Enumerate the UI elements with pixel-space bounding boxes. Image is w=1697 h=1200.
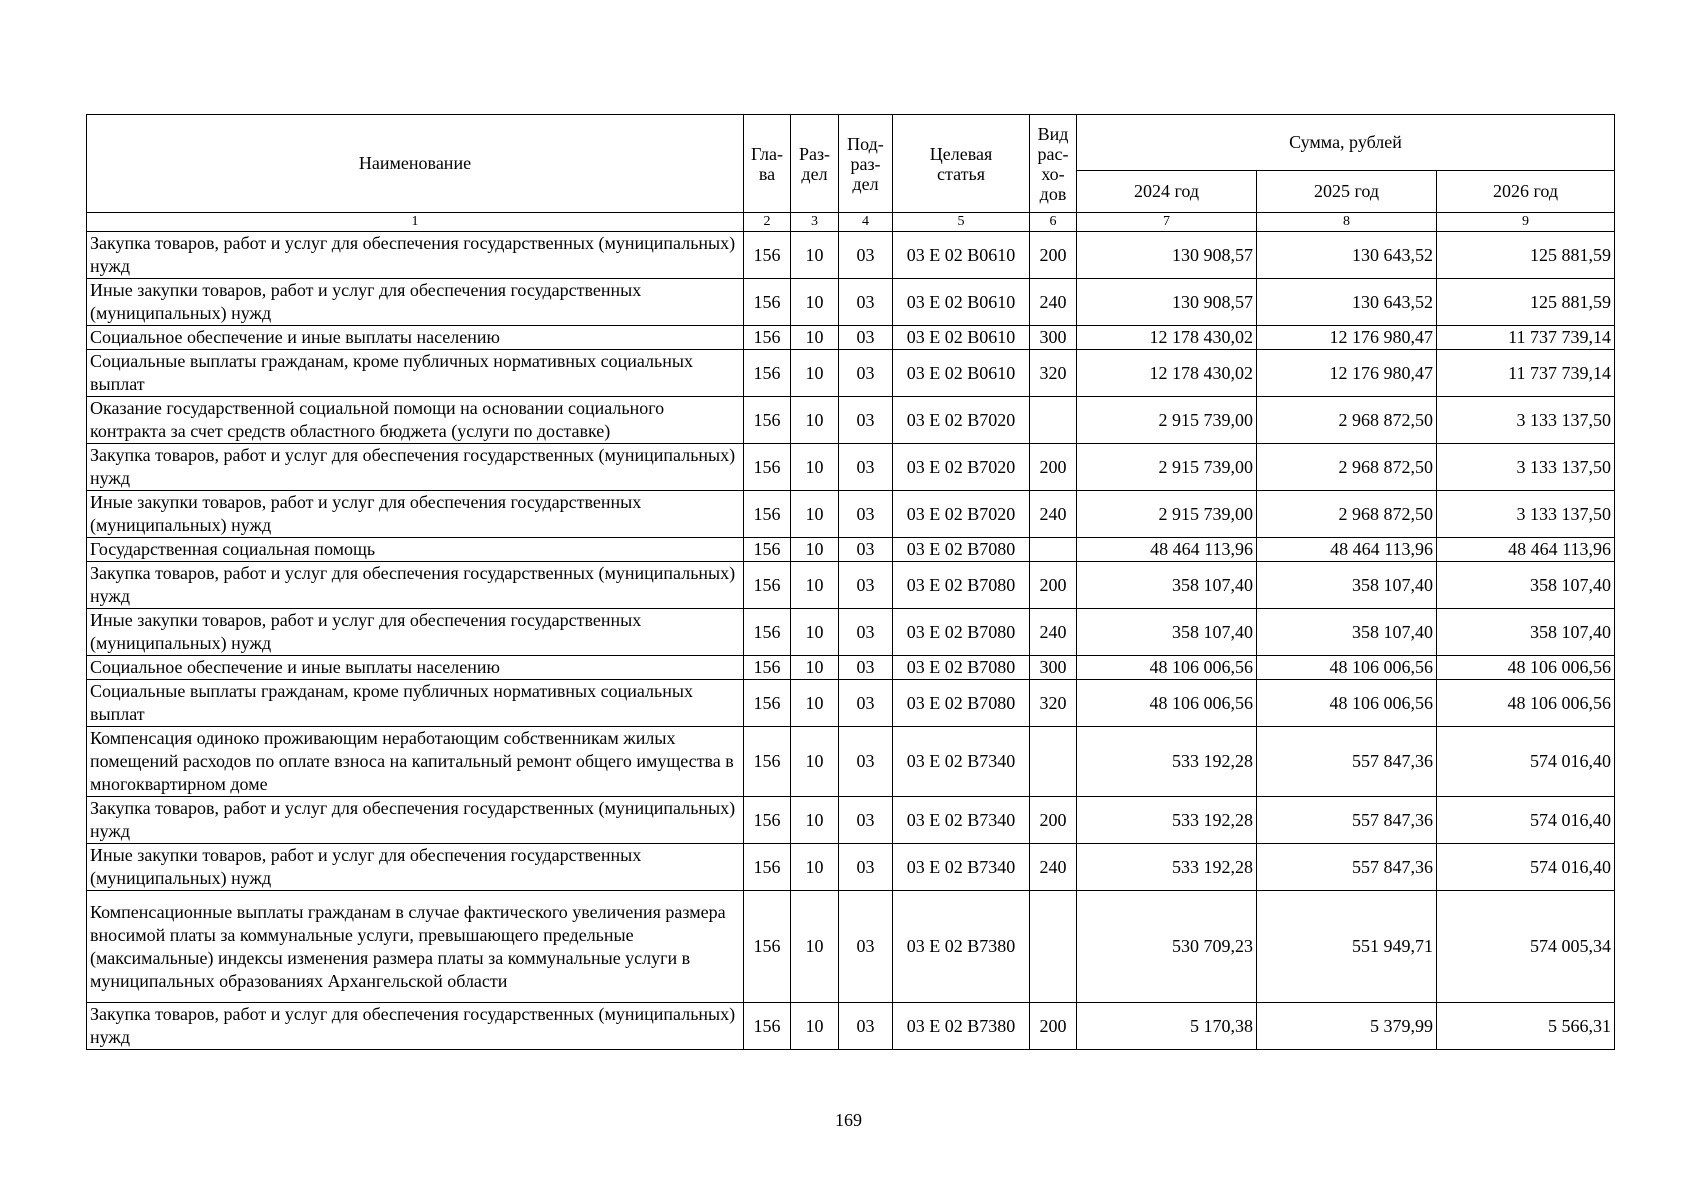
row-name: Закупка товаров, работ и услуг для обеспечения государственных (муниципальных) нужд (87, 1003, 744, 1050)
row-name: Закупка товаров, работ и услуг для обеспечения государственных (муниципальных) нужд (87, 232, 744, 279)
row-podrazdel: 03 (839, 444, 893, 491)
row-podrazdel: 03 (839, 891, 893, 1003)
row-sum-2025: 130 643,52 (1257, 279, 1437, 326)
table-row (87, 797, 1615, 844)
table-row (87, 844, 1615, 891)
table-row (87, 491, 1615, 538)
row-vid: 200 (1030, 444, 1077, 491)
table-row (87, 397, 1615, 444)
table-row (87, 891, 1615, 1003)
row-vid: 320 (1030, 680, 1077, 727)
column-number: 5 (893, 213, 1030, 232)
header-year-2026: 2026 год (1437, 171, 1615, 213)
table-row (87, 350, 1615, 397)
header-name: Наименование (87, 115, 744, 213)
row-glava: 156 (744, 844, 791, 891)
row-sum-2026: 358 107,40 (1437, 562, 1615, 609)
row-vid: 240 (1030, 609, 1077, 656)
row-statya: 03 Е 02 В7340 (893, 727, 1030, 797)
row-statya: 03 Е 02 В0610 (893, 326, 1030, 350)
budget-table (86, 114, 1615, 1050)
row-sum-2026: 5 566,31 (1437, 1003, 1615, 1050)
row-glava: 156 (744, 609, 791, 656)
row-sum-2026: 358 107,40 (1437, 609, 1615, 656)
table-body (87, 232, 1615, 1050)
page-number: 169 (835, 1110, 862, 1130)
table-row (87, 326, 1615, 350)
row-razdel: 10 (791, 844, 839, 891)
row-sum-2025: 48 464 113,96 (1257, 538, 1437, 562)
row-name: Закупка товаров, работ и услуг для обеспечения государственных (муниципальных) нужд (87, 797, 744, 844)
row-vid: 240 (1030, 491, 1077, 538)
row-sum-2024: 2 915 739,00 (1077, 444, 1257, 491)
row-statya: 03 Е 02 В7080 (893, 656, 1030, 680)
table-row (87, 656, 1615, 680)
row-vid (1030, 538, 1077, 562)
header-vid: Вид рас- хо- дов (1030, 115, 1077, 213)
row-sum-2025: 358 107,40 (1257, 562, 1437, 609)
row-sum-2026: 11 737 739,14 (1437, 326, 1615, 350)
row-razdel: 10 (791, 397, 839, 444)
row-sum-2024: 5 170,38 (1077, 1003, 1257, 1050)
row-sum-2026: 11 737 739,14 (1437, 350, 1615, 397)
header-year-2024: 2024 год (1077, 171, 1257, 213)
row-podrazdel: 03 (839, 279, 893, 326)
row-podrazdel: 03 (839, 350, 893, 397)
row-sum-2025: 557 847,36 (1257, 727, 1437, 797)
row-statya: 03 Е 02 В0610 (893, 232, 1030, 279)
header-razdel: Раз- дел (791, 115, 839, 213)
row-sum-2024: 533 192,28 (1077, 727, 1257, 797)
table-row (87, 232, 1615, 279)
row-sum-2026: 574 016,40 (1437, 727, 1615, 797)
row-podrazdel: 03 (839, 797, 893, 844)
row-vid: 200 (1030, 1003, 1077, 1050)
table-row (87, 680, 1615, 727)
row-sum-2024: 533 192,28 (1077, 797, 1257, 844)
row-sum-2025: 48 106 006,56 (1257, 680, 1437, 727)
row-statya: 03 Е 02 В7080 (893, 680, 1030, 727)
row-sum-2024: 533 192,28 (1077, 844, 1257, 891)
row-sum-2026: 125 881,59 (1437, 232, 1615, 279)
row-glava: 156 (744, 538, 791, 562)
row-vid (1030, 891, 1077, 1003)
row-statya: 03 Е 02 В0610 (893, 279, 1030, 326)
row-vid: 240 (1030, 844, 1077, 891)
row-sum-2024: 2 915 739,00 (1077, 491, 1257, 538)
row-sum-2026: 125 881,59 (1437, 279, 1615, 326)
column-number: 7 (1077, 213, 1257, 232)
row-name: Компенсационные выплаты гражданам в случае фактического увеличения размера вносимой платы за коммунальные услуги, превышающего предельные (максимальные) индексы изменения размера платы за коммунальные услуги в муниципальных образованиях Архангельской области (87, 891, 744, 1003)
row-statya: 03 Е 02 В7020 (893, 397, 1030, 444)
row-razdel: 10 (791, 491, 839, 538)
row-name: Закупка товаров, работ и услуг для обеспечения государственных (муниципальных) нужд (87, 562, 744, 609)
row-statya: 03 Е 02 В7020 (893, 444, 1030, 491)
row-vid (1030, 397, 1077, 444)
table-header (87, 115, 1615, 232)
table-row (87, 609, 1615, 656)
row-razdel: 10 (791, 609, 839, 656)
row-glava: 156 (744, 397, 791, 444)
row-razdel: 10 (791, 562, 839, 609)
header-summa: Сумма, рублей (1077, 115, 1615, 171)
row-razdel: 10 (791, 232, 839, 279)
row-glava: 156 (744, 680, 791, 727)
row-razdel: 10 (791, 727, 839, 797)
row-name: Социальное обеспечение и иные выплаты населению (87, 656, 744, 680)
row-podrazdel: 03 (839, 1003, 893, 1050)
row-sum-2024: 48 464 113,96 (1077, 538, 1257, 562)
row-sum-2024: 12 178 430,02 (1077, 350, 1257, 397)
row-razdel: 10 (791, 1003, 839, 1050)
row-glava: 156 (744, 1003, 791, 1050)
row-statya: 03 Е 02 В7340 (893, 797, 1030, 844)
column-number: 6 (1030, 213, 1077, 232)
row-vid: 240 (1030, 279, 1077, 326)
row-glava: 156 (744, 891, 791, 1003)
row-vid (1030, 727, 1077, 797)
column-number: 9 (1437, 213, 1615, 232)
row-glava: 156 (744, 727, 791, 797)
header-podrazdel: Под- раз- дел (839, 115, 893, 213)
row-sum-2025: 12 176 980,47 (1257, 326, 1437, 350)
row-name: Социальные выплаты гражданам, кроме публичных нормативных социальных выплат (87, 680, 744, 727)
row-statya: 03 Е 02 В7340 (893, 844, 1030, 891)
row-podrazdel: 03 (839, 326, 893, 350)
row-sum-2026: 574 016,40 (1437, 844, 1615, 891)
table-row (87, 562, 1615, 609)
row-name: Иные закупки товаров, работ и услуг для обеспечения государственных (муниципальных) нужд (87, 844, 744, 891)
row-sum-2024: 48 106 006,56 (1077, 680, 1257, 727)
header-glava: Гла- ва (744, 115, 791, 213)
row-statya: 03 Е 02 В0610 (893, 350, 1030, 397)
table-row (87, 279, 1615, 326)
row-statya: 03 Е 02 В7080 (893, 609, 1030, 656)
row-vid: 300 (1030, 326, 1077, 350)
row-glava: 156 (744, 491, 791, 538)
row-sum-2025: 2 968 872,50 (1257, 397, 1437, 444)
row-sum-2025: 5 379,99 (1257, 1003, 1437, 1050)
row-glava: 156 (744, 326, 791, 350)
row-glava: 156 (744, 232, 791, 279)
row-statya: 03 Е 02 В7080 (893, 562, 1030, 609)
row-sum-2025: 2 968 872,50 (1257, 491, 1437, 538)
row-name: Социальные выплаты гражданам, кроме публичных нормативных социальных выплат (87, 350, 744, 397)
row-sum-2024: 48 106 006,56 (1077, 656, 1257, 680)
row-glava: 156 (744, 279, 791, 326)
row-sum-2025: 130 643,52 (1257, 232, 1437, 279)
header-statya: Целевая статья (893, 115, 1030, 213)
row-razdel: 10 (791, 444, 839, 491)
row-podrazdel: 03 (839, 562, 893, 609)
row-sum-2024: 358 107,40 (1077, 562, 1257, 609)
row-name: Иные закупки товаров, работ и услуг для обеспечения государственных (муниципальных) нужд (87, 279, 744, 326)
row-glava: 156 (744, 656, 791, 680)
row-vid: 200 (1030, 232, 1077, 279)
row-vid: 300 (1030, 656, 1077, 680)
row-sum-2026: 48 464 113,96 (1437, 538, 1615, 562)
row-sum-2025: 358 107,40 (1257, 609, 1437, 656)
column-number: 2 (744, 213, 791, 232)
row-name: Оказание государственной социальной помощи на основании социального контракта за счет средств областного бюджета (услуги по доставке) (87, 397, 744, 444)
row-podrazdel: 03 (839, 538, 893, 562)
row-sum-2025: 2 968 872,50 (1257, 444, 1437, 491)
row-name: Закупка товаров, работ и услуг для обеспечения государственных (муниципальных) нужд (87, 444, 744, 491)
row-sum-2025: 557 847,36 (1257, 797, 1437, 844)
row-sum-2024: 130 908,57 (1077, 279, 1257, 326)
row-sum-2026: 574 016,40 (1437, 797, 1615, 844)
row-podrazdel: 03 (839, 609, 893, 656)
column-number: 1 (87, 213, 744, 232)
column-numbers-row (87, 213, 1615, 232)
row-name: Иные закупки товаров, работ и услуг для обеспечения государственных (муниципальных) нужд (87, 491, 744, 538)
row-name: Компенсация одиноко проживающим неработающим собственникам жилых помещений расходов по оплате взноса на капитальный ремонт общего имущества в многоквартирном доме (87, 727, 744, 797)
column-number: 4 (839, 213, 893, 232)
table-row (87, 538, 1615, 562)
row-razdel: 10 (791, 680, 839, 727)
row-sum-2026: 3 133 137,50 (1437, 491, 1615, 538)
row-vid: 320 (1030, 350, 1077, 397)
row-sum-2025: 48 106 006,56 (1257, 656, 1437, 680)
table-row (87, 727, 1615, 797)
row-statya: 03 Е 02 В7380 (893, 891, 1030, 1003)
row-sum-2024: 2 915 739,00 (1077, 397, 1257, 444)
table-row (87, 444, 1615, 491)
row-podrazdel: 03 (839, 844, 893, 891)
row-sum-2026: 3 133 137,50 (1437, 444, 1615, 491)
row-statya: 03 Е 02 В7020 (893, 491, 1030, 538)
row-podrazdel: 03 (839, 491, 893, 538)
row-sum-2024: 530 709,23 (1077, 891, 1257, 1003)
row-statya: 03 Е 02 В7080 (893, 538, 1030, 562)
column-number: 3 (791, 213, 839, 232)
row-sum-2026: 3 133 137,50 (1437, 397, 1615, 444)
row-glava: 156 (744, 350, 791, 397)
row-sum-2025: 12 176 980,47 (1257, 350, 1437, 397)
row-glava: 156 (744, 444, 791, 491)
row-sum-2024: 358 107,40 (1077, 609, 1257, 656)
row-razdel: 10 (791, 326, 839, 350)
row-podrazdel: 03 (839, 727, 893, 797)
row-podrazdel: 03 (839, 656, 893, 680)
row-sum-2024: 12 178 430,02 (1077, 326, 1257, 350)
row-statya: 03 Е 02 В7380 (893, 1003, 1030, 1050)
header-year-2025: 2025 год (1257, 171, 1437, 213)
row-name: Социальное обеспечение и иные выплаты населению (87, 326, 744, 350)
row-sum-2024: 130 908,57 (1077, 232, 1257, 279)
row-podrazdel: 03 (839, 232, 893, 279)
row-razdel: 10 (791, 891, 839, 1003)
row-razdel: 10 (791, 350, 839, 397)
row-name: Государственная социальная помощь (87, 538, 744, 562)
row-podrazdel: 03 (839, 397, 893, 444)
row-razdel: 10 (791, 538, 839, 562)
row-glava: 156 (744, 562, 791, 609)
row-vid: 200 (1030, 797, 1077, 844)
row-name: Иные закупки товаров, работ и услуг для обеспечения государственных (муниципальных) нужд (87, 609, 744, 656)
row-sum-2026: 48 106 006,56 (1437, 680, 1615, 727)
row-sum-2026: 574 005,34 (1437, 891, 1615, 1003)
table-row (87, 1003, 1615, 1050)
row-sum-2026: 48 106 006,56 (1437, 656, 1615, 680)
row-razdel: 10 (791, 279, 839, 326)
row-glava: 156 (744, 797, 791, 844)
row-razdel: 10 (791, 797, 839, 844)
row-sum-2025: 551 949,71 (1257, 891, 1437, 1003)
column-number: 8 (1257, 213, 1437, 232)
row-vid: 200 (1030, 562, 1077, 609)
row-razdel: 10 (791, 656, 839, 680)
row-sum-2025: 557 847,36 (1257, 844, 1437, 891)
row-podrazdel: 03 (839, 680, 893, 727)
